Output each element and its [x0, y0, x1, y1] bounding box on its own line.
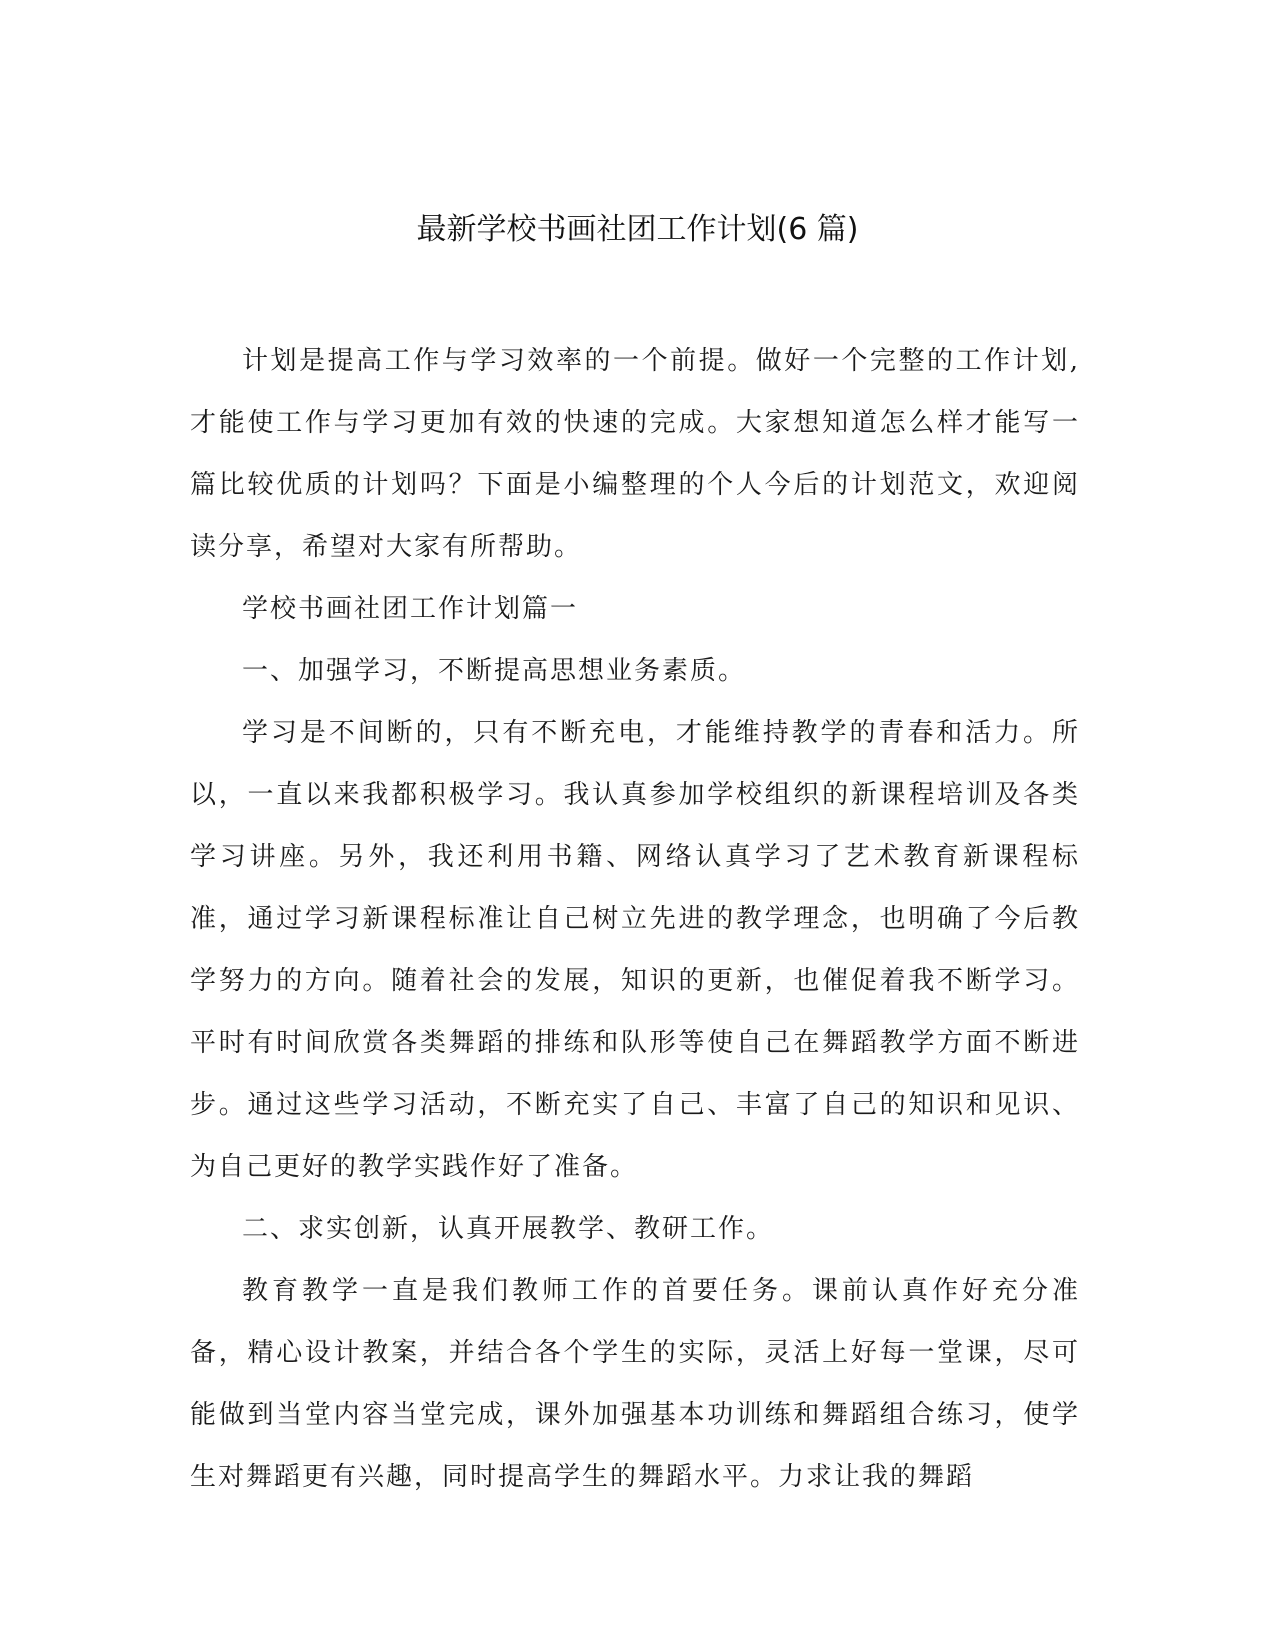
document-title: 最新学校书画社团工作计划(6 篇): [416, 212, 859, 247]
heading-two: 二、求实创新，认真开展教学、教研工作。: [242, 1214, 775, 1244]
document-body: [190, 330, 1080, 1508]
paragraph-two: 教育教学一直是我们教师工作的首要任务。课前认真作好充分准备，精心设计教案，并结合各个学生的实际，灵活上好每一堂课，尽可能做到当堂内容当堂完成，课外加强基本功训练和舞蹈组合练习，使学生对舞蹈更有兴趣，同时提高学生的舞蹈水平。力求让我的舞蹈: [190, 1276, 1080, 1492]
section-title: 学校书画社团工作计划篇一: [242, 594, 579, 624]
intro-paragraph: 计划是提高工作与学习效率的一个前提。做好一个完整的工作计划,才能使工作与学习更加有效的快速的完成。大家想知道怎么样才能写一篇比较优质的计划吗？下面是小编整理的个人今后的计划范文，欢迎阅读分享，希望对大家有所帮助。: [190, 346, 1080, 562]
paragraph-one: 学习是不间断的，只有不断充电，才能维持教学的青春和活力。所以，一直以来我都积极学习。我认真参加学校组织的新课程培训及各类学习讲座。另外，我还利用书籍、网络认真学习了艺术教育新课程标准，通过学习新课程标准让自己树立先进的教学理念，也明确了今后教学努力的方向。随着社会的发展，知识的更新，也催促着我不断学习。平时有时间欣赏各类舞蹈的排练和队形等使自己在舞蹈教学方面不断进步。通过这些学习活动，不断充实了自己、丰富了自己的知识和见识、为自己更好的教学实践作好了准备。: [190, 718, 1080, 1182]
heading-one: 一、加强学习，不断提高思想业务素质。: [242, 656, 747, 686]
